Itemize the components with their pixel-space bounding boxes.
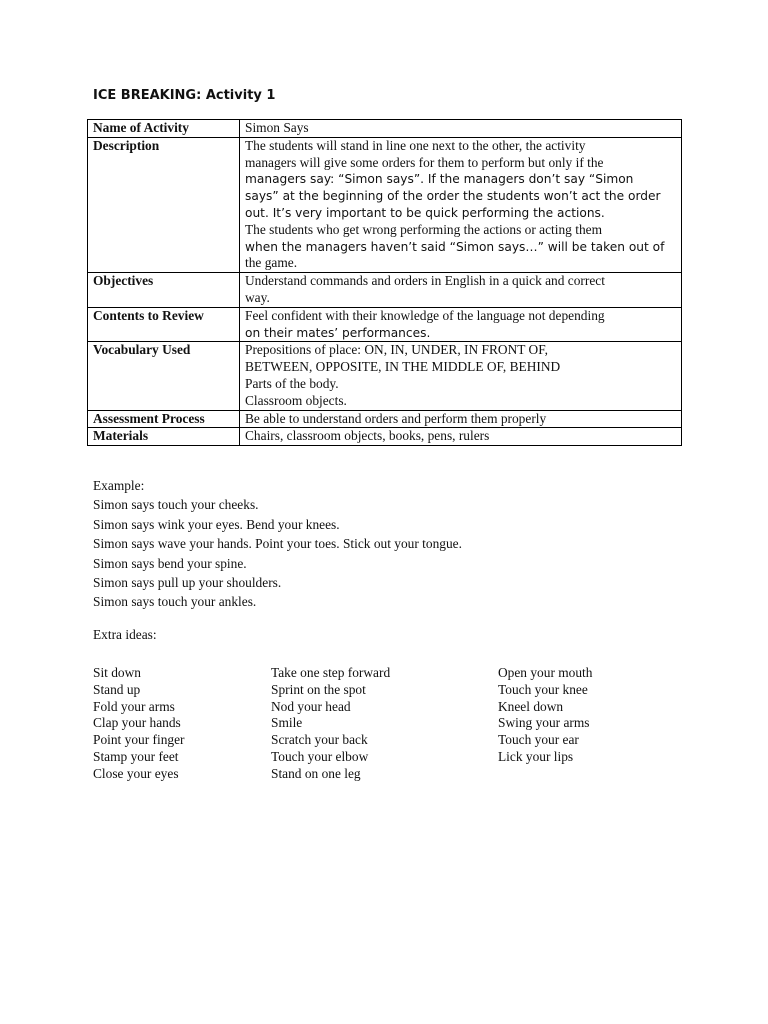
idea-item: Scratch your back	[271, 732, 368, 748]
value-line: BETWEEN, OPPOSITE, IN THE MIDDLE OF, BEHIND	[245, 359, 561, 375]
row-value	[240, 137, 682, 272]
example-line: Simon says wink your eyes. Bend your knees.	[93, 516, 340, 532]
idea-item: Point your finger	[93, 732, 185, 748]
value-line: out. It’s very important to be quick performing the actions.	[245, 205, 605, 220]
table-row	[88, 410, 682, 428]
value-line: Classroom objects.	[245, 392, 347, 408]
idea-item: Nod your head	[271, 698, 351, 714]
row-value	[240, 273, 682, 308]
extra-ideas-column-3	[498, 665, 592, 766]
idea-item: Swing your arms	[498, 715, 590, 731]
value-line: Chairs, classroom objects, books, pens, rulers	[245, 428, 490, 444]
idea-item: Lick your lips	[498, 748, 574, 764]
table-row	[88, 307, 682, 342]
row-label: Contents to Review	[88, 307, 240, 342]
row-label: Name of Activity	[88, 120, 240, 138]
value-line: Simon Says	[245, 120, 309, 135]
value-line: the game.	[245, 255, 298, 271]
idea-item: Stand on one leg	[271, 765, 361, 781]
activity-table-body	[88, 120, 682, 446]
example-line: Simon says bend your spine.	[93, 555, 247, 571]
extra-ideas-column-2	[271, 665, 390, 783]
value-line: says” at the beginning of the order the students won’t act the order	[245, 189, 661, 204]
idea-item: Touch your ear	[498, 732, 579, 748]
idea-item: Smile	[271, 715, 303, 731]
row-label: Description	[88, 137, 240, 272]
idea-item: Touch your knee	[498, 681, 588, 697]
example-line: Simon says touch your cheeks.	[93, 497, 259, 513]
idea-item: Take one step forward	[271, 665, 391, 680]
value-line: way.	[245, 289, 270, 305]
table-row	[88, 137, 682, 272]
row-label: Objectives	[88, 273, 240, 308]
value-line: managers will give some orders for them to perform but only if the	[245, 154, 604, 170]
value-line: on their mates’ performances.	[245, 325, 431, 340]
idea-item: Open your mouth	[498, 665, 593, 680]
idea-item: Clap your hands	[93, 715, 181, 731]
idea-item: Sit down	[93, 665, 141, 680]
table-row	[88, 120, 682, 138]
row-value	[240, 410, 682, 428]
row-label: Materials	[88, 428, 240, 446]
value-line: managers say: “Simon says”. If the managers don’t say “Simon	[245, 172, 634, 187]
row-label: Assessment Process	[88, 410, 240, 428]
table-row	[88, 273, 682, 308]
value-line: The students who get wrong performing the actions or acting them	[245, 221, 602, 237]
example-line: Simon says pull up your shoulders.	[93, 575, 282, 591]
table-row	[88, 428, 682, 446]
value-line: Parts of the body.	[245, 375, 339, 391]
value-line: Feel confident with their knowledge of the language not depending	[245, 307, 605, 323]
extra-ideas-column-1	[93, 665, 185, 783]
row-value	[240, 428, 682, 446]
value-line: Be able to understand orders and perform them properly	[245, 410, 547, 426]
page-heading: ICE BREAKING: Activity 1	[93, 88, 276, 103]
extra-ideas-title: Extra ideas:	[93, 627, 157, 642]
row-value	[240, 342, 682, 410]
idea-item: Kneel down	[498, 698, 564, 714]
example-line: Simon says wave your hands. Point your toes. Stick out your tongue.	[93, 536, 462, 552]
idea-item: Close your eyes	[93, 765, 179, 781]
idea-item: Touch your elbow	[271, 748, 369, 764]
row-value	[240, 120, 682, 138]
examples-title: Example:	[93, 478, 145, 493]
value-line: when the managers haven’t said “Simon says…” will be taken out of	[245, 239, 665, 254]
idea-item: Sprint on the spot	[271, 681, 366, 697]
value-line: Understand commands and orders in English in a quick and correct	[245, 273, 605, 289]
idea-item: Stamp your feet	[93, 748, 179, 764]
activity-table	[87, 119, 682, 446]
idea-item: Stand up	[93, 681, 141, 697]
examples-section	[93, 476, 462, 612]
table-row	[88, 342, 682, 410]
idea-item: Fold your arms	[93, 698, 175, 714]
value-line: Prepositions of place: ON, IN, UNDER, IN FRONT OF,	[245, 342, 548, 358]
row-label: Vocabulary Used	[88, 342, 240, 410]
example-line: Simon says touch your ankles.	[93, 594, 257, 610]
row-value	[240, 307, 682, 342]
value-line: The students will stand in line one next to the other, the activity	[245, 137, 586, 153]
